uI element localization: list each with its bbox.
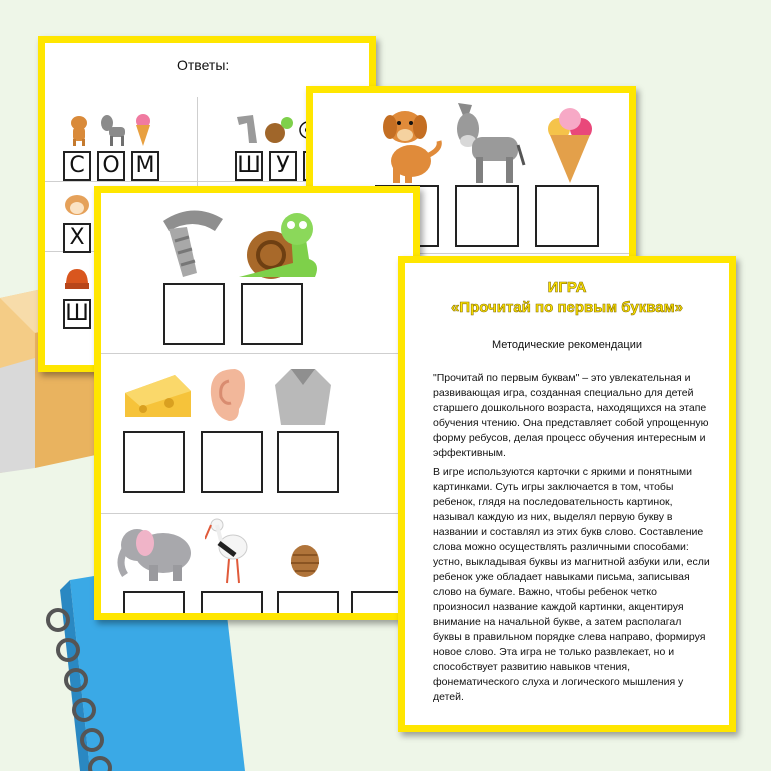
answer-letter: О xyxy=(97,151,125,181)
answer-letter: М xyxy=(131,151,159,181)
paragraph-rules: В игре используются карточки с яркими и понятными картинками. Суть игры заключается в том, чтобы ребенок, глядя на последовательность картинок, называл каждую из них, выделял первую букву в названии и составлял из этих букв слово. Составление слова можно осуществлять различными способами: устно, выкладывая буквы из магнитной азбуки или, если ребенок уже обладает навыками письма, записывая слово на бумаге. Важно, чтобы ребенок четко произносил название каждой картинки, акцентируя внимание на начальной букве, а затем располагал буквы в правильном порядке слева направо, формируя новое слово. Эта игра не только развлекает, но и способствует развитию навыков чтения, фонематического слуха и логического мышления у детей. xyxy=(433,466,710,703)
answer-letter: У xyxy=(269,151,297,181)
game-title-line1: ИГРА xyxy=(547,279,587,296)
answer-box[interactable] xyxy=(455,185,519,247)
fur-coat-picture xyxy=(273,365,333,427)
hat-icon xyxy=(63,265,91,291)
snail-picture xyxy=(235,203,321,281)
answer-box[interactable] xyxy=(241,283,303,345)
stork-picture xyxy=(205,515,255,585)
answer-letter: Ш xyxy=(63,299,91,329)
divider xyxy=(101,353,420,354)
subtitle: Методические рекомендации xyxy=(491,339,643,351)
answer-box[interactable] xyxy=(123,431,185,493)
answer-box[interactable] xyxy=(277,591,339,620)
answer-box[interactable] xyxy=(163,283,225,345)
pine-cone-picture xyxy=(287,541,323,579)
answer-letter: С xyxy=(63,151,91,181)
scarf-icon xyxy=(235,113,259,145)
answer-letter: Ш xyxy=(235,151,263,181)
answer-box[interactable] xyxy=(201,591,263,620)
instructions-card xyxy=(398,256,736,732)
dog-picture xyxy=(375,105,445,185)
ear-picture xyxy=(205,365,249,425)
dog-icon xyxy=(65,113,93,147)
divider xyxy=(101,513,420,514)
answer-letter: Х xyxy=(63,223,91,253)
donkey-icon xyxy=(97,113,129,147)
answer-box[interactable] xyxy=(535,185,599,247)
elephant-picture xyxy=(115,519,195,583)
scarf-picture xyxy=(153,201,233,281)
donkey-picture xyxy=(448,101,526,185)
snail-icon xyxy=(263,113,295,145)
answer-box[interactable] xyxy=(201,431,263,493)
hamster-icon xyxy=(63,191,91,217)
answer-box[interactable] xyxy=(123,591,185,620)
game-title-line2: «Прочитай по первым буквам» xyxy=(450,299,684,316)
picture-card-scarf-snail xyxy=(94,186,420,620)
ice-cream-icon xyxy=(133,113,153,147)
paragraph-intro: "Прочитай по первым буквам" – это увлекательная и развивающая игра, созданная специально для детей старшего дошкольного возраста, находящихся на этапе обучения чтению. Она представляет собой упрощенную форму ребусов, делая процесс обучения интересным и эффективным. xyxy=(433,372,709,459)
answer-box[interactable] xyxy=(277,431,339,493)
cheese-picture xyxy=(123,371,193,421)
answers-heading: Ответы: xyxy=(177,57,230,73)
ice-cream-picture xyxy=(545,107,595,183)
